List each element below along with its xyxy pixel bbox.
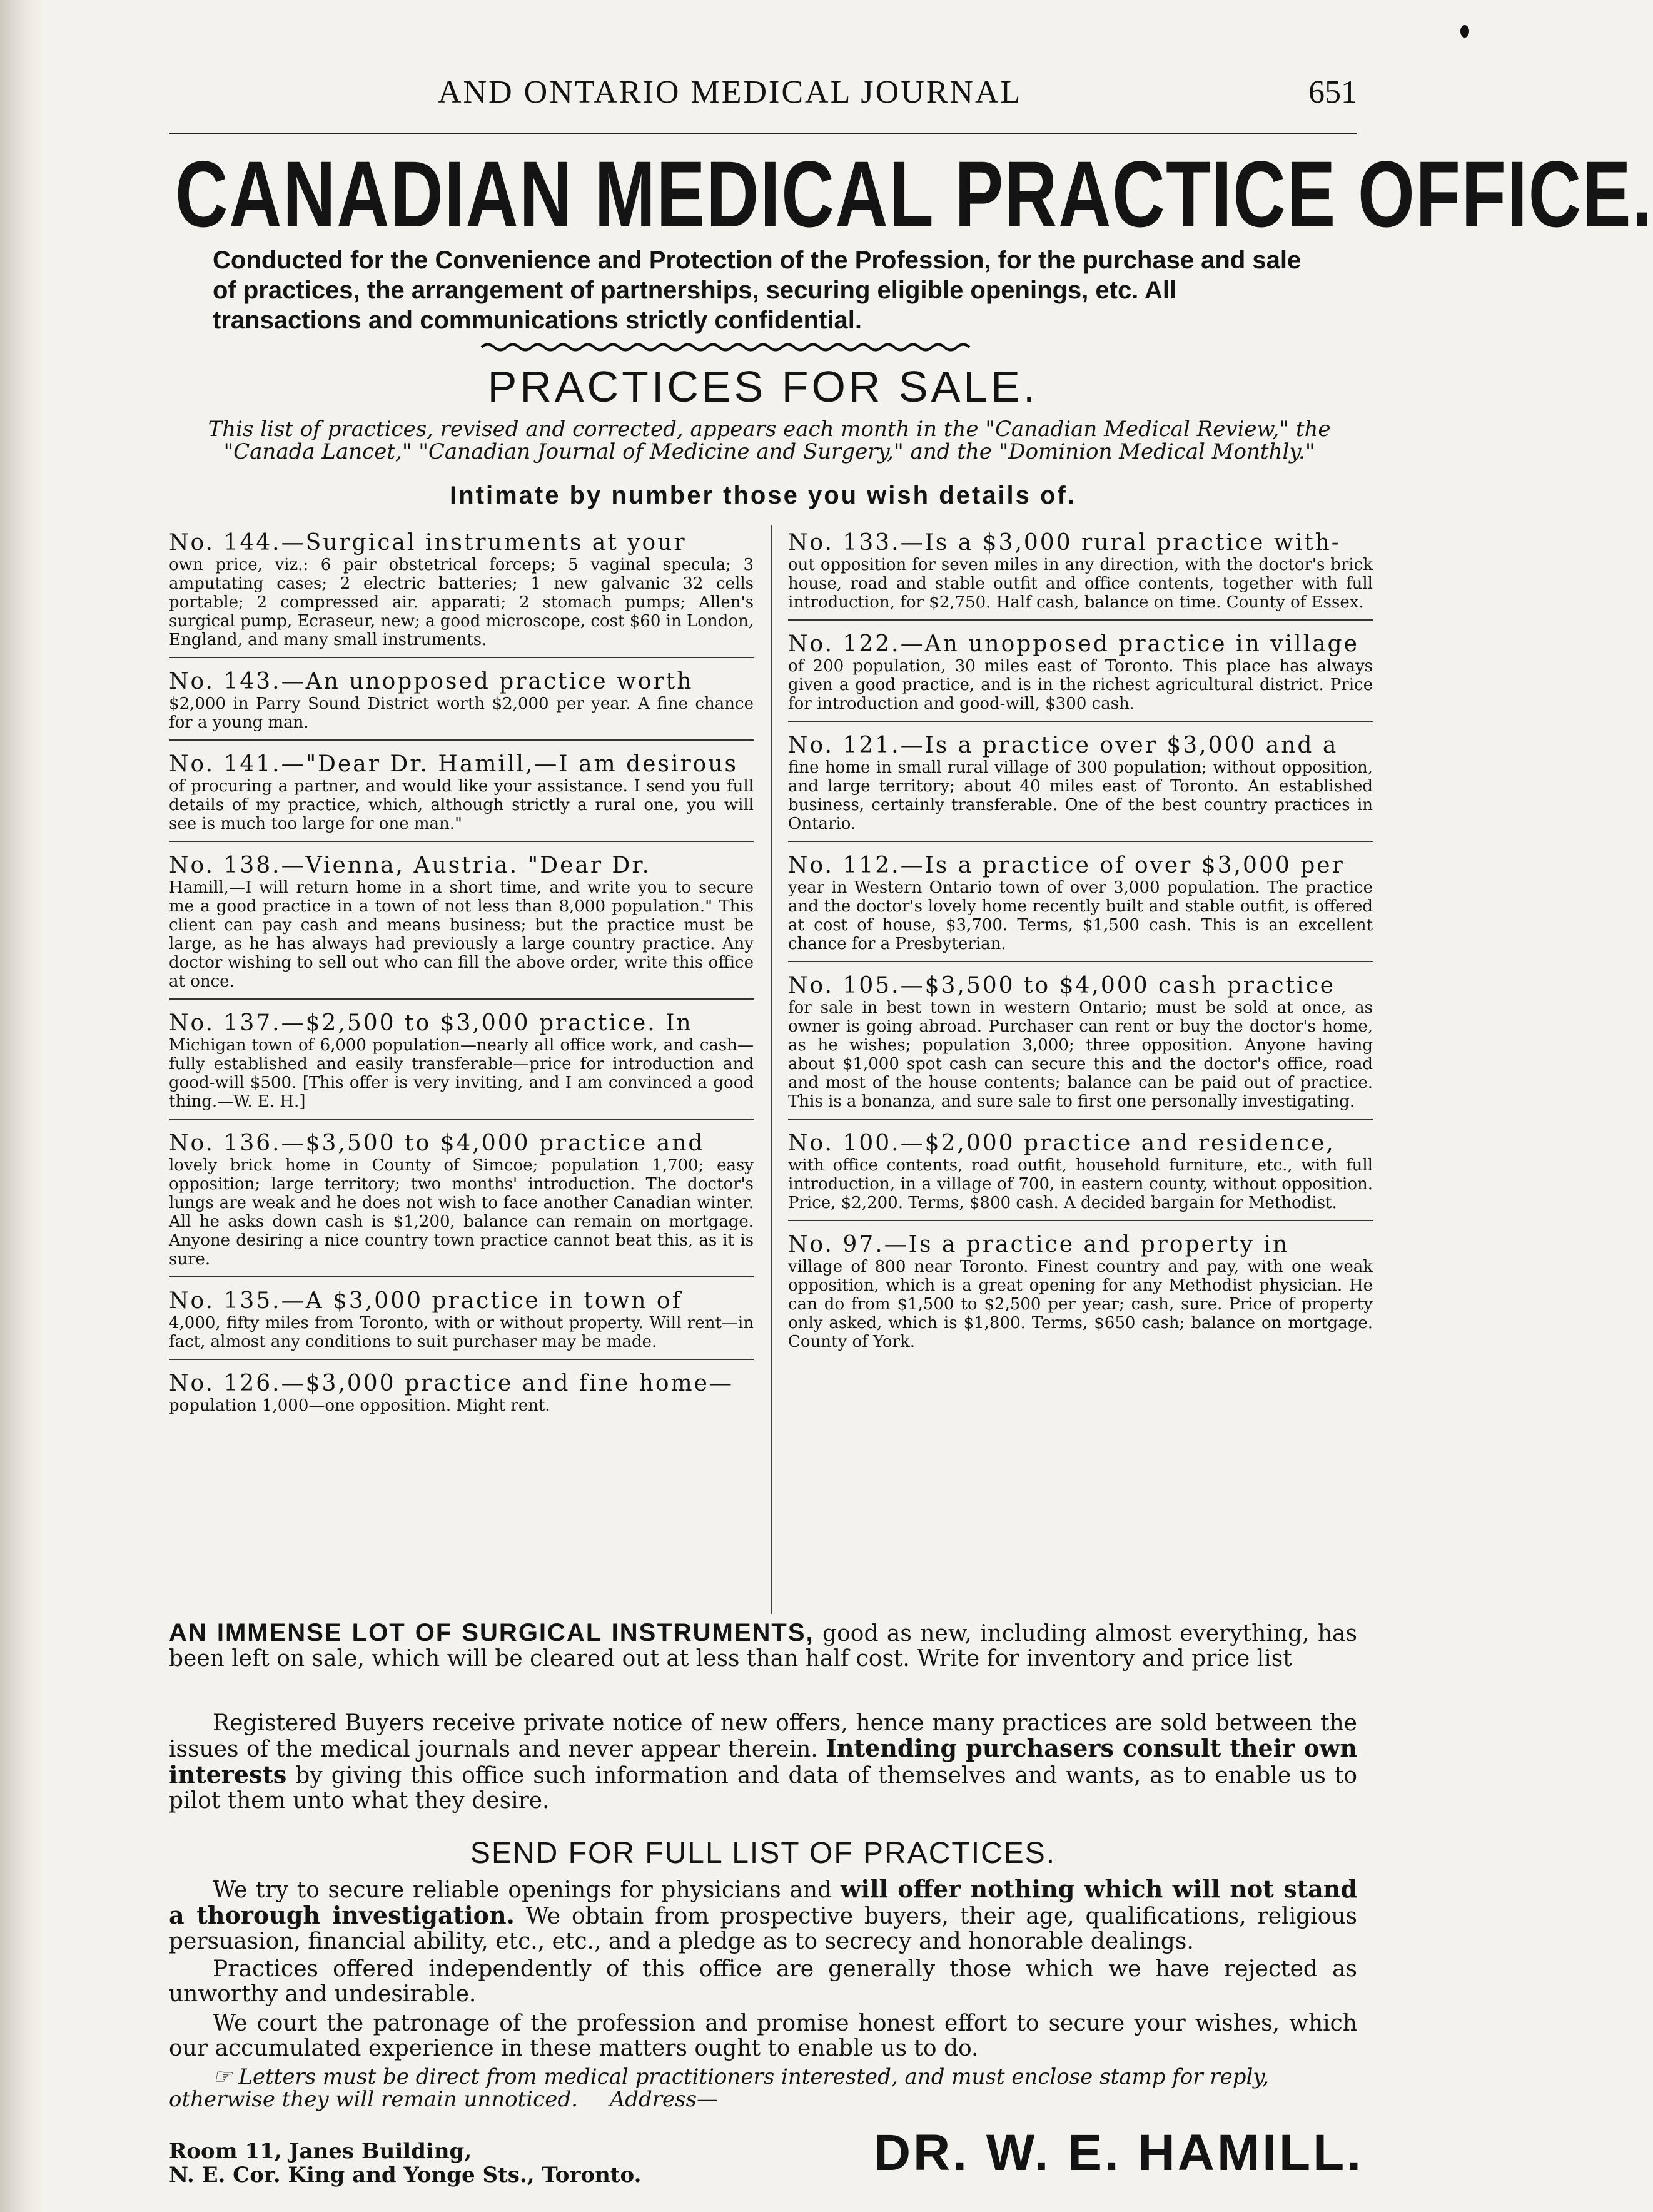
send-paragraph-3: We court the patronage of the profession and promise honest effort to secure your wishes, which our accumulated experience in these matters ought to enable us to do. bbox=[169, 2011, 1357, 2061]
listings-left-column bbox=[169, 525, 754, 1429]
list-note: This list of practices, revised and corrected, appears each month in the "Canadian Medical Review," the "Canada Lancet," "Canadian Journal of Medicine and Surgery," and the "Dominion Medical Monthly." bbox=[208, 417, 1331, 464]
listing-head: No. 135.—A $3,000 practice in town of bbox=[169, 1288, 682, 1314]
listing-item bbox=[788, 728, 1373, 842]
listing-item bbox=[788, 848, 1373, 962]
listing-body: village of 800 near Toronto. Finest country and pay, with one weak opposition, which is a great opening for any Methodist physician. He can do from $1,500 to $2,500 per year; cash, sure. Price of property only asked, which is $1,800. Terms, $650 cash; balance on mortgage. County of York. bbox=[788, 1257, 1373, 1351]
send-paragraph-2: Practices offered independently of this office are generally those which we have rejected as unworthy and undesirable. bbox=[169, 1956, 1357, 2007]
send-p1-text-b: We obtain from prospective buyers, their age, qualifications, religious persuasion, financial ability, etc., etc., and a pledge as to secrecy and honorable dealings. bbox=[169, 1904, 1358, 1954]
listing-body: $2,000 in Parry Sound District worth $2,000 per year. A fine chance for a young man. bbox=[169, 694, 754, 732]
listing-item bbox=[169, 525, 754, 658]
listings-right-column bbox=[788, 525, 1373, 1365]
registered-text-a: Registered Buyers receive private notice of new offers, hence many practices are sold between the issues of the medical journals and never appear therein. bbox=[169, 1710, 1357, 1762]
listing-item bbox=[169, 1284, 754, 1360]
listing-body: own price, viz.: 6 pair obstetrical forceps; 5 vaginal specula; 3 amputating cases; 2 electric batteries; 1 new galvanic 32 cells portable; 2 compressed air. apparati; 2 stomach pumps; Allen's surgical pump, Ecraseur, new; a good microscope, cost $60 in London, England, and many small instruments. bbox=[169, 556, 754, 649]
intimate-line: Intimate by number those you wish details of. bbox=[450, 482, 1076, 509]
send-paragraph-1 bbox=[169, 1877, 1357, 1954]
ink-blot bbox=[1460, 25, 1469, 38]
listing-head: No. 137.—$2,500 to $3,000 practice. In bbox=[169, 1010, 693, 1036]
listing-body: of procuring a partner, and would like your assistance. I send you full details of my practice, which, although strictly a rural one, you will see is much too large for one man." bbox=[169, 777, 754, 833]
address-line-1: Room 11, Janes Building, bbox=[169, 2139, 472, 2164]
listing-item bbox=[169, 848, 754, 1000]
listing-body: Michigan town of 6,000 population—nearly all office work, and cash—fully established and easily transferable—price for introduction and good-will $500. [This offer is very inviting, and I am convinced a good thing.—W. E. H.] bbox=[169, 1036, 754, 1111]
listing-item bbox=[169, 1126, 754, 1277]
instruments-lead: AN IMMENSE LOT OF SURGICAL INSTRUMENTS, bbox=[169, 1619, 814, 1646]
listing-head: No. 100.—$2,000 practice and residence, bbox=[788, 1130, 1335, 1156]
listing-item bbox=[169, 1006, 754, 1120]
running-title: AND ONTARIO MEDICAL JOURNAL bbox=[438, 74, 1023, 110]
page-binding-edge bbox=[0, 0, 44, 2212]
listing-item bbox=[788, 627, 1373, 722]
instruments-paragraph bbox=[169, 1620, 1357, 1672]
signature: DR. W. E. HAMILL. bbox=[873, 2124, 1363, 2181]
address-line-2: N. E. Cor. King and Yonge Sts., Toronto. bbox=[169, 2163, 642, 2188]
pointing-hand-icon: ☞ bbox=[213, 2064, 239, 2089]
listing-item bbox=[169, 1366, 754, 1423]
listing-head: No. 122.—An unopposed practice in village bbox=[788, 631, 1359, 657]
listing-item bbox=[788, 525, 1373, 621]
instruments-text: good as new, including almost everything, has been left on sale, which will be cleared out at less than half cost. Write for inventory and price list bbox=[169, 1621, 1357, 1672]
listing-body: population 1,000—one opposition. Might rent. bbox=[169, 1396, 550, 1415]
listing-head: No. 105.—$3,500 to $4,000 cash practice bbox=[788, 973, 1336, 998]
listing-body: of 200 population, 30 miles east of Toronto. This place has always given a good practice, and is in the richest agricultural district. Price for introduction and good-will, $300 cash. bbox=[788, 657, 1373, 713]
listing-body: for sale in best town in western Ontario; must be sold at once, as owner is going abroad. Purchaser can rent or buy the doctor's home, as he wishes; population 3,000; three opposition. Anyone having about $1,000 spot cash can secure this and the doctor's office, road and most of the house contents; balance can be paid out of practice. This is a bonanza, and sure sale to first one personally investigating. bbox=[788, 998, 1373, 1111]
letters-note bbox=[169, 2066, 1357, 2111]
office-subtitle: Conducted for the Convenience and Protection of the Profession, for the purchase and sale of practices, the arrangement of partnerships, securing eligible openings, etc. All transactions and communications strictly confidential. bbox=[213, 246, 1302, 334]
listing-item bbox=[788, 968, 1373, 1120]
listing-head: No. 126.—$3,000 practice and fine home— bbox=[169, 1371, 734, 1396]
send-heading: SEND FOR FULL LIST OF PRACTICES. bbox=[470, 1837, 1056, 1870]
page-number: 651 bbox=[1308, 74, 1357, 110]
listing-head: No. 138.—Vienna, Austria. "Dear Dr. bbox=[169, 853, 652, 878]
registered-text-b: by giving this office such information and data of themselves and wants, as to enable us to pilot them unto what they desire. bbox=[169, 1763, 1357, 1814]
listing-head: No. 133.—Is a $3,000 rural practice with- bbox=[788, 530, 1341, 556]
listing-head: No. 144.—Surgical instruments at your bbox=[169, 530, 687, 556]
listing-body: 4,000, fifty miles from Toronto, with or without property. Will rent—in fact, almost any conditions to suit purchaser may be made. bbox=[169, 1314, 754, 1351]
address-label: Address— bbox=[609, 2087, 719, 2112]
listing-body: lovely brick home in County of Simcoe; population 1,700; easy opposition; large territory; two months' introduction. The doctor's lungs are weak and he does not wish to face another Canadian winter. All he asks down cash is $1,200, balance can remain on mortgage. Anyone desiring a nice country town practice cannot beat this, as it is sure. bbox=[169, 1156, 754, 1269]
listing-body: out opposition for seven miles in any direction, with the doctor's brick house, road and stable outfit and office contents, together with full introduction, for $2,750. Half cash, balance on time. County of Essex. bbox=[788, 556, 1373, 612]
listing-head: No. 121.—Is a practice over $3,000 and a bbox=[788, 733, 1338, 758]
listing-body: year in Western Ontario town of over 3,000 population. The practice and the doctor's lovely home recently built and stable outfit, is offered at cost of house, $3,700. Terms, $1,500 cash. This is an excellent chance for a Presbyterian. bbox=[788, 878, 1373, 953]
registered-paragraph bbox=[169, 1711, 1357, 1814]
letters-note-text: Letters must be direct from medical practitioners interested, and must enclose stamp for reply, otherwise they will remain unnoticed. bbox=[169, 2064, 1269, 2112]
practices-heading: PRACTICES FOR SALE. bbox=[487, 362, 1039, 411]
page-header bbox=[169, 74, 1357, 130]
listing-head: No. 143.—An unopposed practice worth bbox=[169, 669, 694, 694]
listing-item bbox=[788, 1227, 1373, 1359]
listing-body: with office contents, road outfit, household furniture, etc., with full introduction, in a village of 700, in eastern county, without opposition. Price, $2,200. Terms, $800 cash. A decided bargain for Methodist. bbox=[788, 1156, 1373, 1212]
header-rule bbox=[169, 133, 1357, 134]
listing-head: No. 97.—Is a practice and property in bbox=[788, 1232, 1290, 1257]
listing-head: No. 136.—$3,500 to $4,000 practice and bbox=[169, 1130, 705, 1156]
listing-head: No. 141.—"Dear Dr. Hamill,—I am desirous bbox=[169, 751, 738, 777]
listing-body: Hamill,—I will return home in a short time, and write you to secure me a good practice in a town of not less than 8,000 population." This client can pay cash and means business; but the practice must be large, as he has always had previously a large country practice. Any doctor wishing to sell out who can fill the above order, write this office at once. bbox=[169, 878, 754, 991]
send-p1-strong: will offer nothing which will not stand a thorough investigation. bbox=[169, 1875, 1357, 1929]
office-address bbox=[169, 2139, 763, 2187]
office-title: CANADIAN MEDICAL PRACTICE OFFICE. bbox=[175, 141, 1653, 246]
listing-head: No. 112.—Is a practice of over $3,000 per bbox=[788, 853, 1345, 878]
listing-item bbox=[169, 747, 754, 842]
listing-item bbox=[788, 1126, 1373, 1221]
registered-strong: Intending purchasers consult their own interests bbox=[169, 1734, 1358, 1788]
listing-item bbox=[169, 664, 754, 741]
listing-body: fine home in small rural village of 300 population; without opposition, and large territory; about 40 miles east of Toronto. An established business, certainly transferable. One of the best country practices in Ontario. bbox=[788, 758, 1373, 833]
column-divider bbox=[771, 525, 772, 1614]
send-p1-text-a: We try to secure reliable openings for physicians and bbox=[213, 1877, 841, 1903]
wavy-rule-ornament bbox=[482, 342, 969, 353]
